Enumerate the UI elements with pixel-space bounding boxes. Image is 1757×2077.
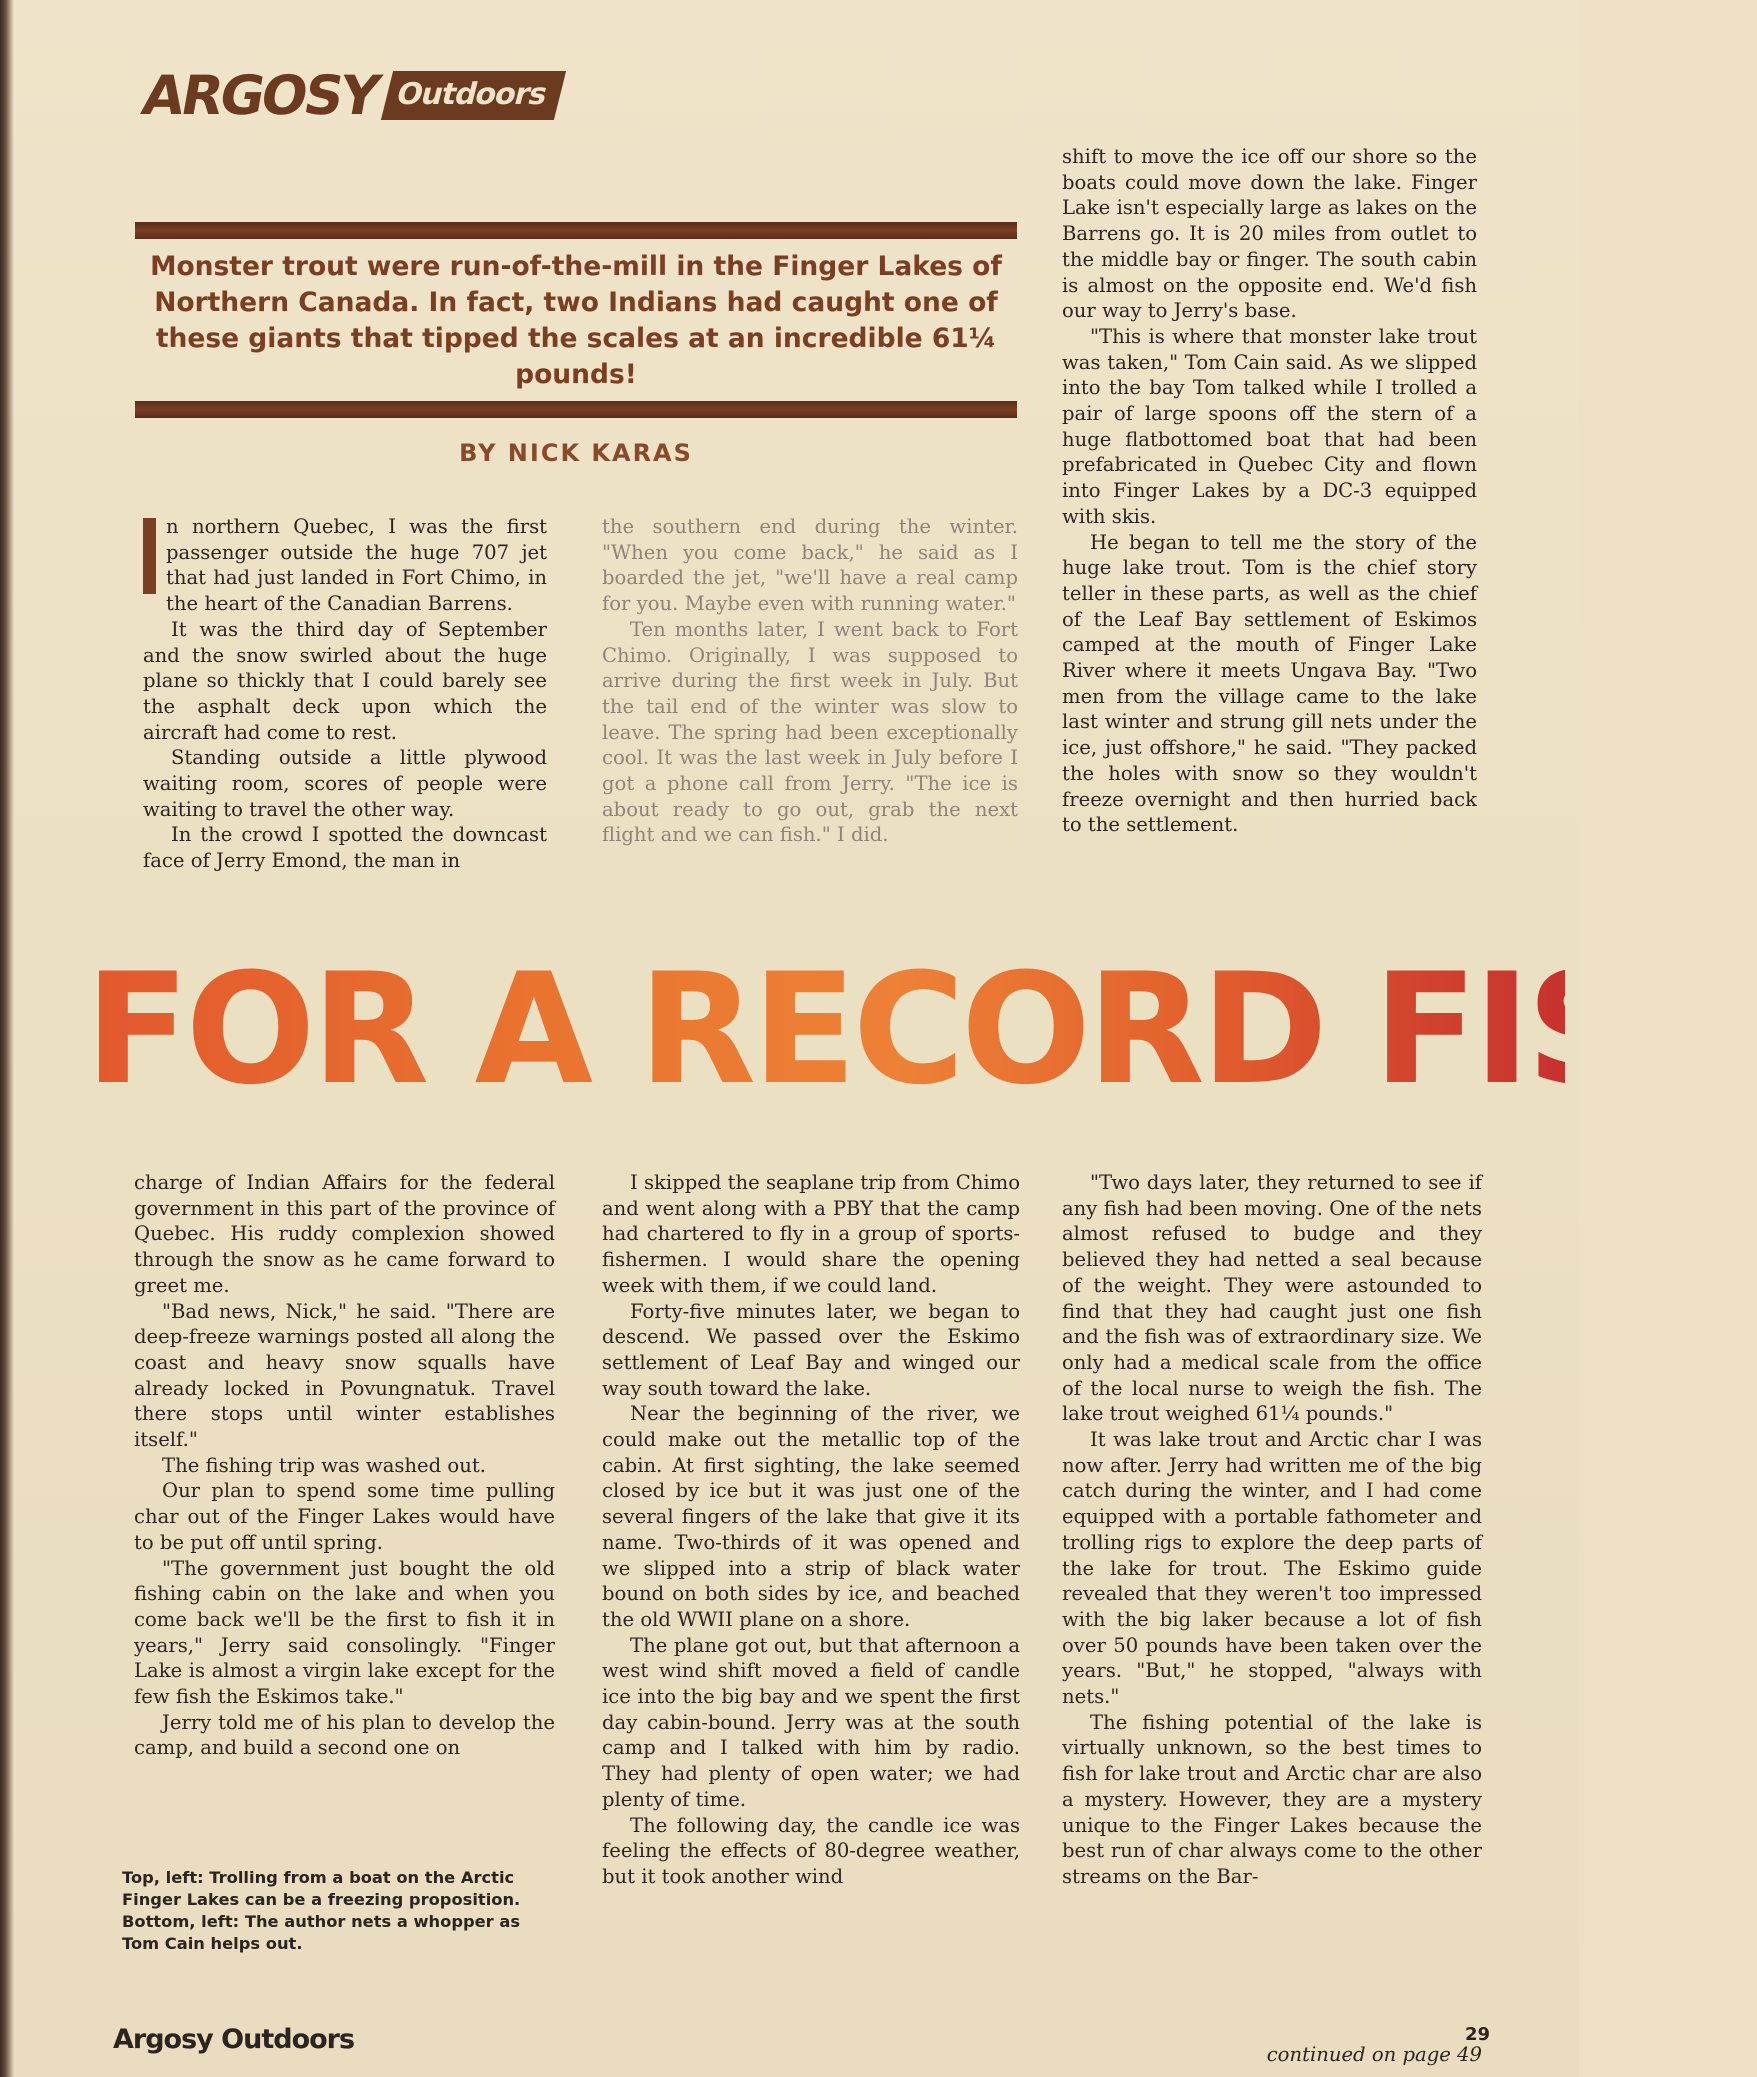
page-number: 29 [1464,2024,1490,2045]
drop-cap-bar [143,518,156,594]
masthead-logo [137,55,550,135]
bottom-column-1 [134,1170,555,1761]
byline: BY NICK KARAS [459,439,693,467]
paragraph: "This is where that monster lake trout was taken," Tom Cain said. As we slipped into the bay Tom talked while I trolled a pair of large spoons off the stern of a huge flatbottomed boat that had been prefabricated in Quebec City and flown into Finger Lakes by a DC-3 equipped with skis. [1062,324,1477,528]
paragraph: charge of Indian Affairs for the federal government in this part of the province of Quebec. His ruddy complexion showed through the snow as he came forward to greet me. [134,1171,555,1297]
headline: FOR A RECORD FISH [85,941,1757,1119]
paragraph: n northern Quebec, I was the first passenger outside the huge 707 jet that had just landed in Fort Chimo, in the heart of the Canadian Barrens. [143,514,547,617]
paragraph: The following day, the candle ice was feeling the effects of 80-degree weather, but it took another wind [602,1813,1020,1888]
paragraph: I skipped the seaplane trip from Chimo and went along with a PBY that the camp had chartered to fly in a group of sports-fishermen. I would share the opening week with them, if we could land. [602,1171,1020,1297]
photo-caption: Top, left: Trolling from a boat on the Arctic Finger Lakes can be a freezing proposition. Bottom, left: The author nets a whopper as Tom Cain helps out. [122,1868,521,1953]
deck-top-rule [135,222,1017,239]
paragraph: The fishing trip was washed out. [162,1453,486,1477]
paragraph: the southern end during the winter. "When you come back," he said as I boarded the jet, "we'll have a real camp for you. Maybe even with running water." [602,515,1018,616]
logo-section: Outdoors [381,71,566,120]
logo-brand: ARGOSY [137,63,383,127]
paragraph: The plane got out, but that afternoon a west wind shift moved a field of candle ice into the big bay and we spent the first day cabin-bound. Jerry was at the south camp and I talked with him by radio. They had plenty of open water; we had plenty of time. [602,1633,1020,1811]
deck-text: Monster trout were run-of-the-mill in the Finger Lakes of Northern Canada. In fact, two Indians had caught one of these giants that tipped the scales at an incredible 61¼ pounds! [150,251,1002,390]
paragraph: Forty-five minutes later, we began to descend. We passed over the Eskimo settlement of Leaf Bay and winged our way south toward the lake. [602,1299,1020,1400]
deck-bottom-rule [135,401,1017,418]
bottom-column-3 [1062,1170,1482,1890]
paragraph: Near the beginning of the river, we could make out the metallic top of the cabin. At first sighting, the lake seemed closed by ice but it was just one of the several fingers of the lake that give it its name. Two-thirds of it was opened and we slipped into a strip of black water bound on both sides by ice, and beached the old WWII plane on a shore. [602,1402,1020,1631]
paragraph: Jerry told me of his plan to develop the camp, and build a second one on [134,1710,555,1760]
footer-publication: Argosy Outdoors [113,2024,355,2055]
paragraph: The fishing potential of the lake is virtually unknown, so the best times to fish for lake trout and Arctic char are also a mystery. However, they are a mystery unique to the Finger Lakes because the best run of char always come to the other streams on the Bar- [1062,1710,1482,1888]
top-column-3 [1062,144,1477,838]
continued-note: continued on page 49 [1266,2043,1482,2066]
paragraph: "The government just bought the old fishing cabin on the lake and when you come back we'll be the first to fish it in years," Jerry said consolingly. "Finger Lake is almost a virgin lake except for the few fish the Eskimos take." [134,1556,555,1709]
top-column-2 [602,514,1018,848]
paragraph: Our plan to spend some time pulling char out of the Finger Lakes would have to be put off until spring. [134,1479,555,1554]
top-column-1 [143,514,547,874]
paragraph: It was lake trout and Arctic char I was now after. Jerry had written me of the big catch during the winter, and I had come equipped with a portable fathometer and trolling rigs to explore the deep parts of the lake for trout. The Eskimo guide revealed that they weren't too impressed with the big laker because a lot of fish over 50 pounds have been taken over the years. "But," he stopped, "always with nets." [1062,1428,1482,1709]
paragraph: shift to move the ice off our shore so the boats could move down the lake. Finger Lake isn't especially large as lakes on the Barrens go. It is 20 miles from outlet to the middle bay or finger. The south cabin is almost on the opposite end. We'd fish our way to Jerry's base. [1062,145,1477,323]
paragraph: It was the third day of September and the snow swirled about the huge plane so thickly that I could barely see the asphalt deck upon which the aircraft had come to rest. [143,617,547,744]
bottom-column-2 [602,1170,1020,1890]
paragraph: In the crowd I spotted the downcast face of Jerry Emond, the man in [143,823,547,873]
paragraph: Standing outside a little plywood waiting room, scores of people were waiting to travel the other way. [143,746,547,821]
binding-edge [0,0,14,2077]
paragraph: Ten months later, I went back to Fort Chimo. Originally, I was supposed to arrive during the first week in July. But the tail end of the winter was slow to leave. The spring had been exceptionally cool. It was the last week in July before I got a phone call from Jerry. "The ice is about ready to go out, grab the next flight and we can fish." I did. [602,617,1018,847]
paragraph: "Bad news, Nick," he said. "There are deep-freeze warnings posted all along the coast and heavy snow squalls have already locked in Povungnatuk. Travel there stops until winter establishes itself." [134,1299,555,1452]
paragraph: He began to tell me the story of the huge lake trout. Tom is the chief story teller in these parts, as well as the chief of the Leaf Bay settlement of Eskimos camped at the mouth of Finger Lake River where it meets Ungava Bay. "Two men from the village came to the lake last winter and strung gill nets under the ice, just offshore," he said. "They packed the holes with snow so they wouldn't freeze overnight and then hurried back to the settlement. [1062,530,1477,837]
paragraph: "Two days later, they returned to see if any fish had been moving. One of the nets almost refused to budge and they believed they had netted a seal because of the weight. They were astounded to find that they had caught just one fish and the fish was of extraordinary size. We only had a medical scale from the office of the local nurse to weigh the fish. The lake trout weighed 61¼ pounds." [1062,1171,1482,1426]
